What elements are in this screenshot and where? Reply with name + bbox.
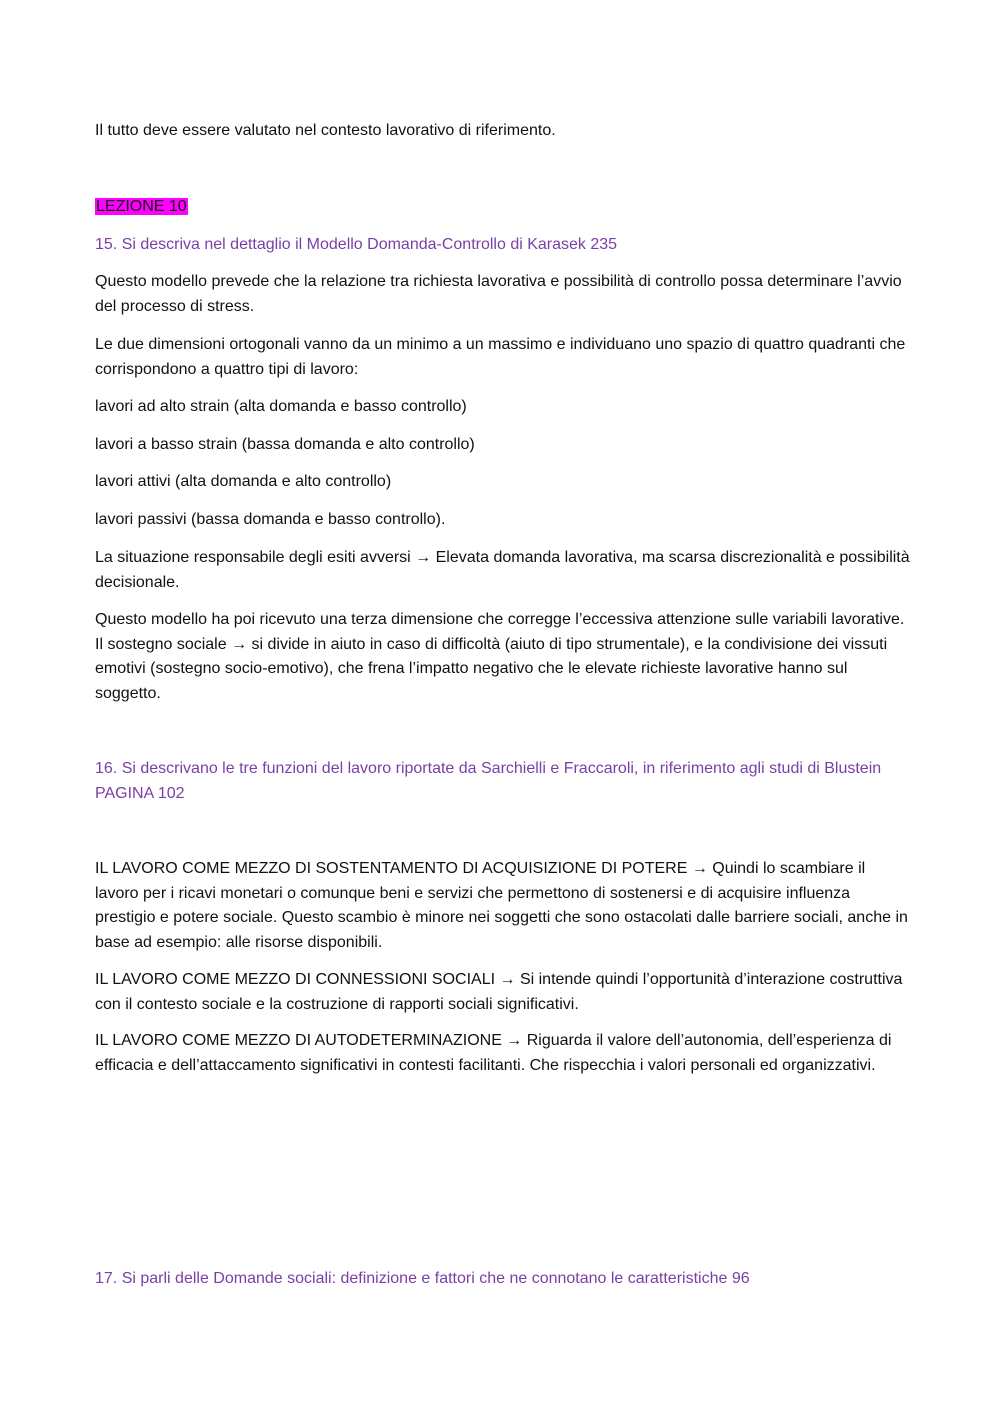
q16-function-1: IL LAVORO COME MEZZO DI SOSTENTAMENTO DI ACQUISIZIONE DI POTERE → Quindi lo scambiare il lavoro per i ricavi monetari o comunque beni e servizi che permettono di sostenersi e di acquisire influenza prestigio e potere sociale. Questo scambio è minore nei soggetti che sono ostacolati dalle barriere sociali, anche in base ad esempio: alle risorse disponibili. — [95, 860, 908, 951]
q16-function-3: IL LAVORO COME MEZZO DI AUTODETERMINAZIONE → Riguarda il valore dell’autonomia, dell’esperienza di efficacia e dell’attaccamento significativi in contesti facilitanti. Che rispecchia i valori personali ed organizzativi. — [95, 1032, 892, 1074]
lesson-label-line — [95, 195, 910, 220]
lesson-label: LEZIONE 10 — [96, 198, 187, 215]
q16-function-2: IL LAVORO COME MEZZO DI CONNESSIONI SOCIALI → Si intende quindi l’opportunità d’interazione costruttiva con il contesto sociale e la costruzione di rapporti sociali significativi. — [95, 971, 903, 1013]
work-type-2: lavori a basso strain (bassa domanda e alto controllo) — [95, 436, 475, 453]
q15-paragraph-2: Le due dimensioni ortogonali vanno da un minimo a un massimo e individuano uno spazio di quattro quadranti che corrispondono a quattro tipi di lavoro: — [95, 336, 906, 378]
q16-heading: 16. Si descrivano le tre funzioni del lavoro riportate da Sarchielli e Fraccaroli, in riferimento agli studi di Blustein PAGINA 102 — [95, 760, 882, 802]
work-type-4: lavori passivi (bassa domanda e basso controllo). — [95, 511, 446, 528]
q15-paragraph-1: Questo modello prevede che la relazione tra richiesta lavorativa e possibilità di controllo possa determinare l’avvio del processo di stress. — [95, 273, 902, 315]
work-type-3: lavori attivi (alta domanda e alto controllo) — [95, 473, 392, 490]
q15-paragraph-3: La situazione responsabile degli esiti avversi → Elevata domanda lavorativa, ma scarsa discrezionalità e possibilità decisionale. — [95, 549, 910, 591]
q17-heading: 17. Si parli delle Domande sociali: definizione e fattori che ne connotano le caratteristiche 96 — [95, 1270, 750, 1287]
q15-paragraph-4: Questo modello ha poi ricevuto una terza dimensione che corregge l’eccessiva attenzione sulle variabili lavorative. Il sostegno sociale → si divide in aiuto in caso di difficoltà (aiuto di tipo strumentale), e la condivisione dei vissuti emotivi (sostegno socio-emotivo), che frena l’impatto negativo che le elevate richieste lavorative hanno sul soggetto. — [95, 611, 905, 702]
work-type-1: lavori ad alto strain (alta domanda e basso controllo) — [95, 398, 467, 415]
intro-paragraph: Il tutto deve essere valutato nel contesto lavorativo di riferimento. — [95, 122, 556, 139]
q15-heading: 15. Si descriva nel dettaglio il Modello Domanda-Controllo di Karasek 235 — [95, 236, 618, 253]
